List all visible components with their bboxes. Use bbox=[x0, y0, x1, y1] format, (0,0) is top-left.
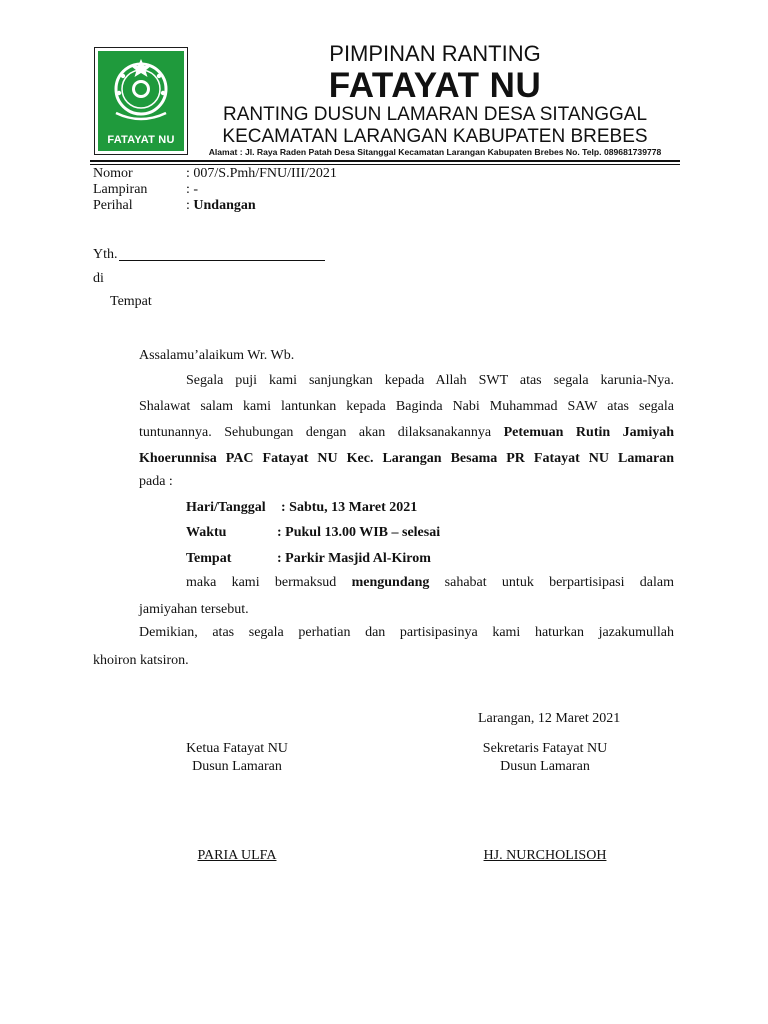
paragraph1-line2: Shalawat salam kami lantunkan kepada Baginda Nabi Muhammad SAW atas segala bbox=[139, 399, 674, 414]
logo-label: FATAYAT NU bbox=[107, 134, 175, 146]
letterhead-divider-thin bbox=[90, 164, 680, 165]
paragraph2-line1: maka kami bermaksud mengundang sahabat untuk berpartisipasi dalam bbox=[186, 575, 674, 590]
paragraph3-line2: khoiron katsiron. bbox=[93, 653, 189, 668]
left-signatory-title: Ketua Fatayat NU bbox=[186, 741, 288, 756]
nomor-value: : 007/S.Pmh/FNU/III/2021 bbox=[186, 166, 337, 181]
letterhead-line3: RANTING DUSUN LAMARAN DESA SITANGGAL bbox=[222, 104, 648, 125]
detail-label-time: Waktu bbox=[186, 525, 227, 540]
detail-value-place: : Parkir Masjid Al-Kirom bbox=[277, 551, 431, 566]
lampiran-value: : - bbox=[186, 182, 199, 197]
right-signatory-name: HJ. NURCHOLISOH bbox=[483, 848, 607, 863]
yth-label: Yth. bbox=[93, 247, 118, 262]
letterhead-line4: KECAMATAN LARANGAN KABUPATEN BREBES bbox=[222, 126, 648, 147]
left-signatory-sub: Dusun Lamaran bbox=[192, 759, 282, 774]
paragraph3-line1: Demikian, atas segala perhatian dan partisipasinya kami haturkan jazakumullah bbox=[139, 625, 674, 640]
perihal-value: : Undangan bbox=[186, 198, 256, 213]
letterhead-line1: PIMPINAN RANTING bbox=[329, 41, 541, 66]
addressee-blank-line bbox=[119, 260, 325, 261]
paragraph2-line2: jamiyahan tersebut. bbox=[139, 602, 249, 617]
detail-label-place: Tempat bbox=[186, 551, 232, 566]
detail-value-time: : Pukul 13.00 WIB – selesai bbox=[277, 525, 441, 540]
paragraph1-line3: tuntunannya. Sehubungan dengan akan dilaksanakannya Petemuan Rutin Jamiyah bbox=[139, 425, 675, 440]
paragraph1-line4: Khoerunnisa PAC Fatayat NU Kec. Larangan Besama PR Fatayat NU Lamaran bbox=[139, 451, 674, 466]
place-date: Larangan, 12 Maret 2021 bbox=[478, 711, 621, 726]
logo-emblem-icon bbox=[98, 51, 184, 129]
letterhead-org-name: FATAYAT NU bbox=[328, 66, 542, 105]
detail-value-date: : Sabtu, 13 Maret 2021 bbox=[281, 500, 418, 515]
lampiran-label: Lampiran bbox=[93, 182, 148, 197]
detail-label-date: Hari/Tanggal bbox=[186, 500, 266, 515]
letterhead-address: Alamat : Jl. Raya Raden Patah Desa Sitanggal Kecamatan Larangan Kabupaten Brebes No. Telp. 089681739778 bbox=[208, 147, 662, 157]
nomor-label: Nomor bbox=[93, 166, 133, 181]
di-label: di bbox=[93, 271, 104, 286]
greeting: Assalamu’alaikum Wr. Wb. bbox=[139, 348, 295, 363]
paragraph1-line5: pada : bbox=[139, 474, 173, 489]
left-signatory-name: PARIA ULFA bbox=[197, 848, 277, 863]
paragraph1-line1: Segala puji kami sanjungkan kepada Allah SWT atas segala karunia-Nya. bbox=[186, 373, 674, 388]
fatayat-nu-logo bbox=[94, 47, 188, 155]
letterhead-divider bbox=[90, 160, 680, 162]
right-signatory-sub: Dusun Lamaran bbox=[500, 759, 590, 774]
tempat-label: Tempat bbox=[110, 294, 152, 309]
right-signatory-title: Sekretaris Fatayat NU bbox=[482, 741, 608, 756]
perihal-label: Perihal bbox=[93, 198, 133, 213]
